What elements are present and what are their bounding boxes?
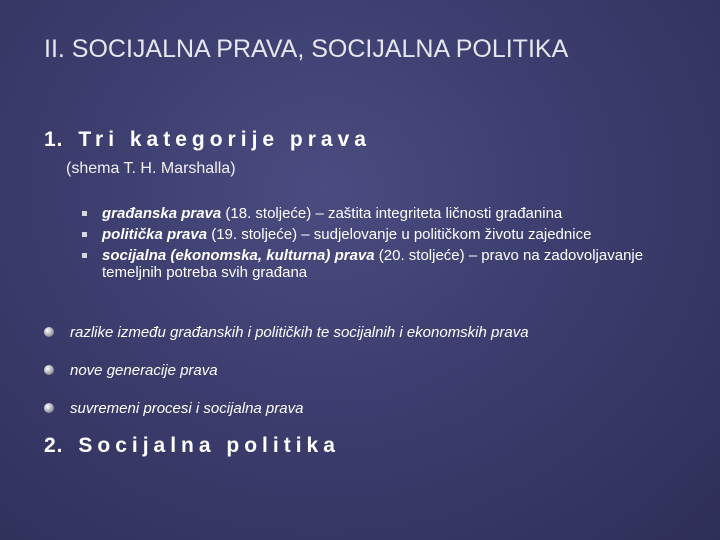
rights-category-list: [80, 205, 680, 285]
item-term: građanska prava: [102, 205, 222, 222]
list-item: [44, 361, 684, 399]
square-bullet-icon: [82, 253, 87, 258]
sphere-bullet-icon: [44, 327, 54, 337]
section-heading-tri-kategorije: [44, 128, 371, 152]
square-bullet-icon: [82, 211, 87, 216]
topic-list: [44, 323, 684, 437]
section-number: 2.: [44, 434, 64, 457]
section-heading-socijalna-politika: [44, 434, 340, 458]
item-text: (20. stoljeće) – pravo na zadovoljavanje temeljnih potreba svih građana: [102, 247, 644, 281]
item-text: suvremeni procesi i socijalna prava: [70, 400, 304, 417]
sphere-bullet-icon: [44, 365, 54, 375]
list-item: [80, 226, 680, 243]
section-heading-text: Socijalna politika: [78, 434, 340, 457]
item-text: nove generacije prava: [70, 362, 218, 379]
list-item: [44, 323, 684, 361]
slide-title: II. SOCIJALNA PRAVA, SOCIJALNA POLITIKA: [44, 35, 569, 63]
item-term: socijalna (ekonomska, kulturna) prava: [102, 247, 375, 264]
list-item: [80, 205, 680, 222]
square-bullet-icon: [82, 232, 87, 237]
list-item: [44, 399, 684, 437]
item-text: (19. stoljeće) – sudjelovanje u političkom životu zajednice: [207, 226, 592, 243]
section-heading-text: Tri kategorije prava: [78, 128, 371, 151]
item-text: (18. stoljeće) – zaštita integriteta ličnosti građanina: [221, 205, 563, 222]
list-item: [80, 247, 680, 281]
sphere-bullet-icon: [44, 403, 54, 413]
item-text: razlike između građanskih i političkih te socijalnih i ekonomskih prava: [70, 324, 529, 341]
subtitle: (shema T. H. Marshalla): [66, 160, 236, 177]
section-number: 1.: [44, 128, 64, 151]
item-term: politička prava: [102, 226, 208, 243]
